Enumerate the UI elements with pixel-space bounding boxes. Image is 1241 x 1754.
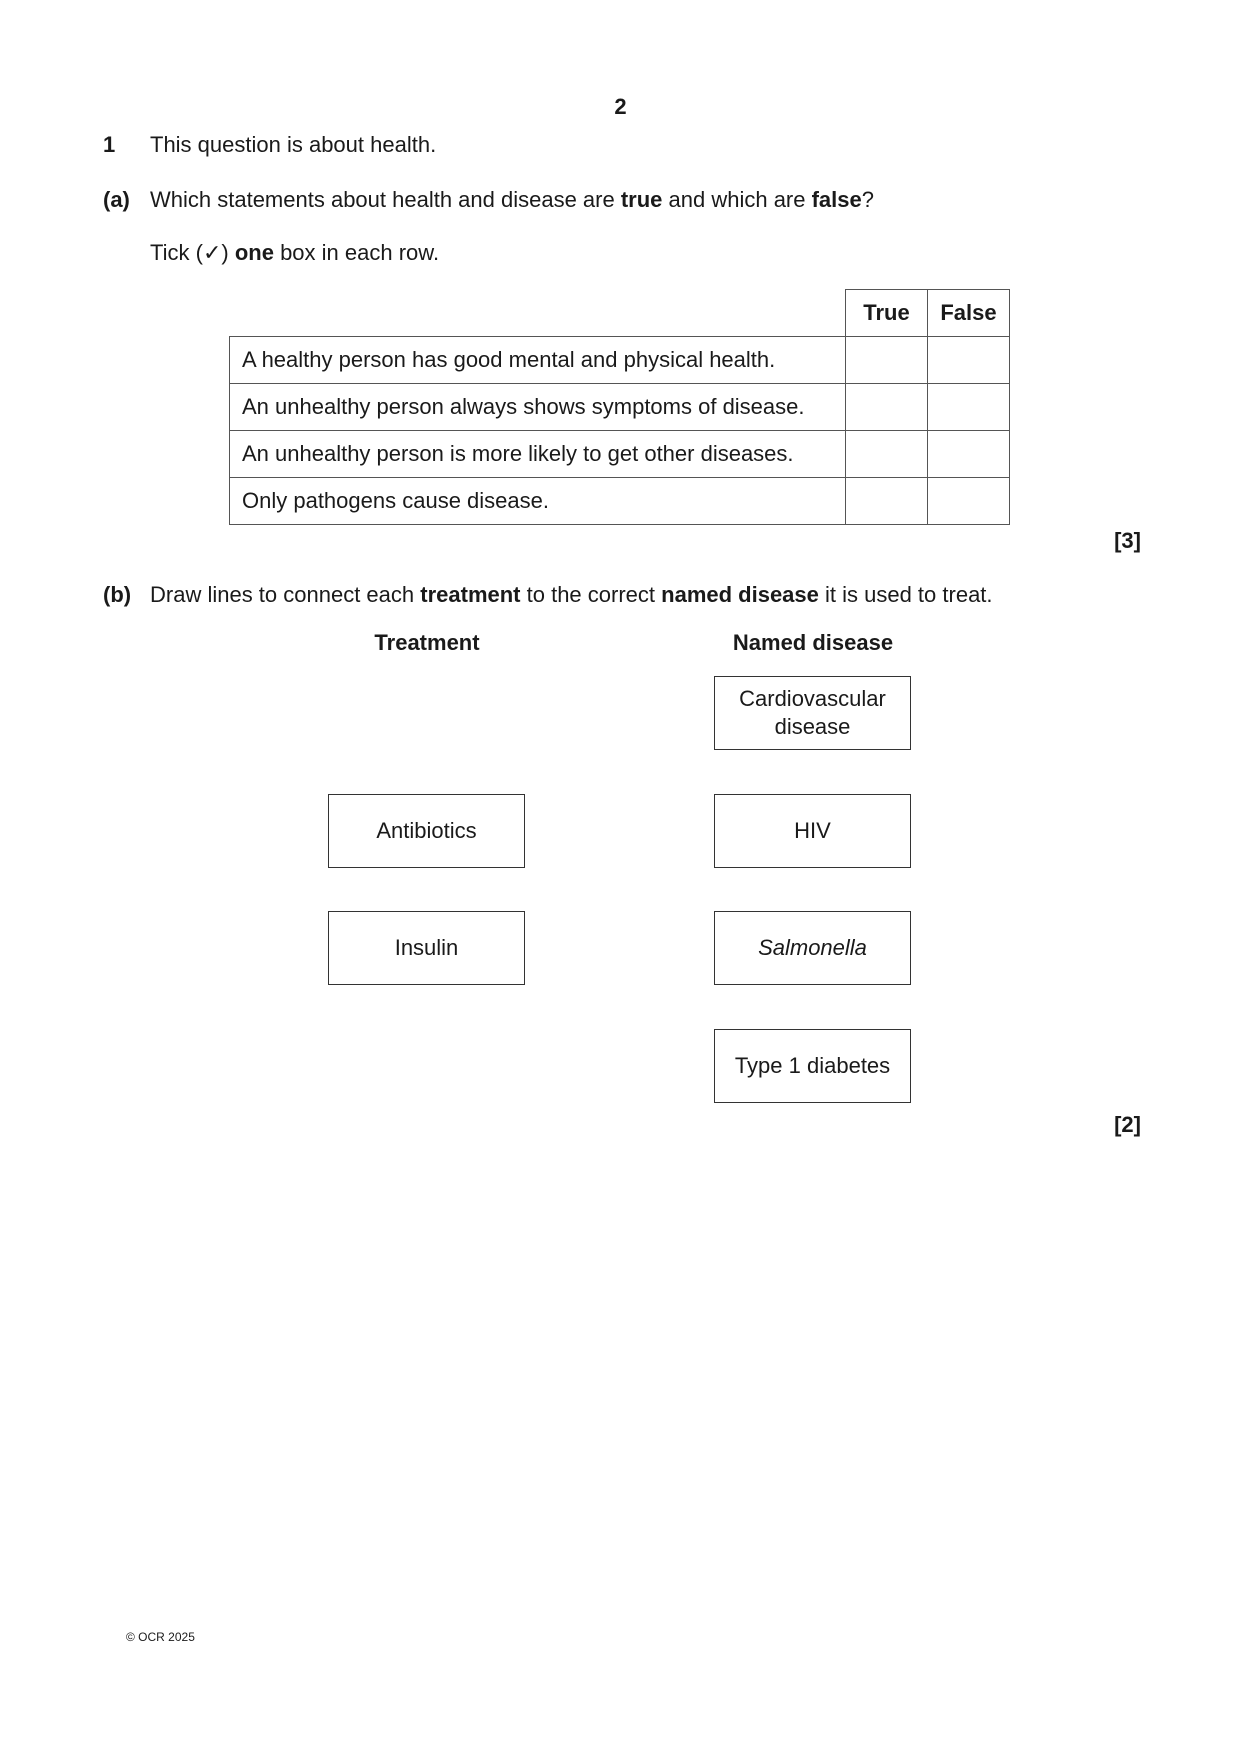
false-tick-box[interactable] <box>928 336 1010 383</box>
true-tick-box[interactable] <box>846 336 928 383</box>
table-row <box>230 430 1010 477</box>
statement-text: An unhealthy person is more likely to get other diseases. <box>230 430 846 477</box>
statement-text: An unhealthy person always shows symptoms of disease. <box>230 383 846 430</box>
copyright-footer: © OCR 2025 <box>126 1630 195 1644</box>
table-row <box>230 336 1010 383</box>
table-header-spacer <box>230 290 846 337</box>
part-a-instruction: Tick (✓) one box in each row. <box>150 240 440 265</box>
disease-label: Salmonella <box>758 935 867 960</box>
table-row <box>230 477 1010 524</box>
disease-box-hiv[interactable] <box>714 794 911 868</box>
table-header-row <box>230 290 1010 337</box>
part-b-label: (b) <box>103 582 132 607</box>
disease-label: Cardiovascular disease <box>739 686 886 739</box>
statement-text: A healthy person has good mental and physical health. <box>230 336 846 383</box>
page-number: 2 <box>614 94 627 119</box>
disease-label: HIV <box>794 818 831 843</box>
part-a-prompt: Which statements about health and disease are true and which are false? <box>150 187 875 212</box>
part-a-marks: [3] <box>1114 528 1141 553</box>
part-a-label: (a) <box>103 187 130 212</box>
false-column-header: False <box>928 290 1010 337</box>
part-b-prompt: Draw lines to connect each treatment to the correct named disease it is used to treat. <box>150 582 993 607</box>
disease-box-cardiovascular[interactable] <box>714 676 911 750</box>
false-tick-box[interactable] <box>928 383 1010 430</box>
disease-label: Type 1 diabetes <box>734 1053 891 1078</box>
true-tick-box[interactable] <box>846 430 928 477</box>
statement-text: Only pathogens cause disease. <box>230 477 846 524</box>
false-tick-box[interactable] <box>928 430 1010 477</box>
true-column-header: True <box>846 290 928 337</box>
true-tick-box[interactable] <box>846 383 928 430</box>
treatment-box-insulin[interactable] <box>328 911 525 985</box>
question-number: 1 <box>103 132 116 157</box>
question-stem: This question is about health. <box>150 132 437 157</box>
disease-box-salmonella[interactable] <box>714 911 911 985</box>
disease-box-type1-diabetes[interactable] <box>714 1029 911 1103</box>
false-tick-box[interactable] <box>928 477 1010 524</box>
named-disease-heading: Named disease <box>732 630 894 655</box>
part-b-marks: [2] <box>1114 1112 1141 1137</box>
true-false-table <box>229 289 1010 525</box>
table-row <box>230 383 1010 430</box>
true-tick-box[interactable] <box>846 477 928 524</box>
treatment-box-antibiotics[interactable] <box>328 794 525 868</box>
treatment-heading: Treatment <box>374 630 480 655</box>
treatment-label: Antibiotics <box>376 818 477 843</box>
treatment-label: Insulin <box>394 935 459 960</box>
